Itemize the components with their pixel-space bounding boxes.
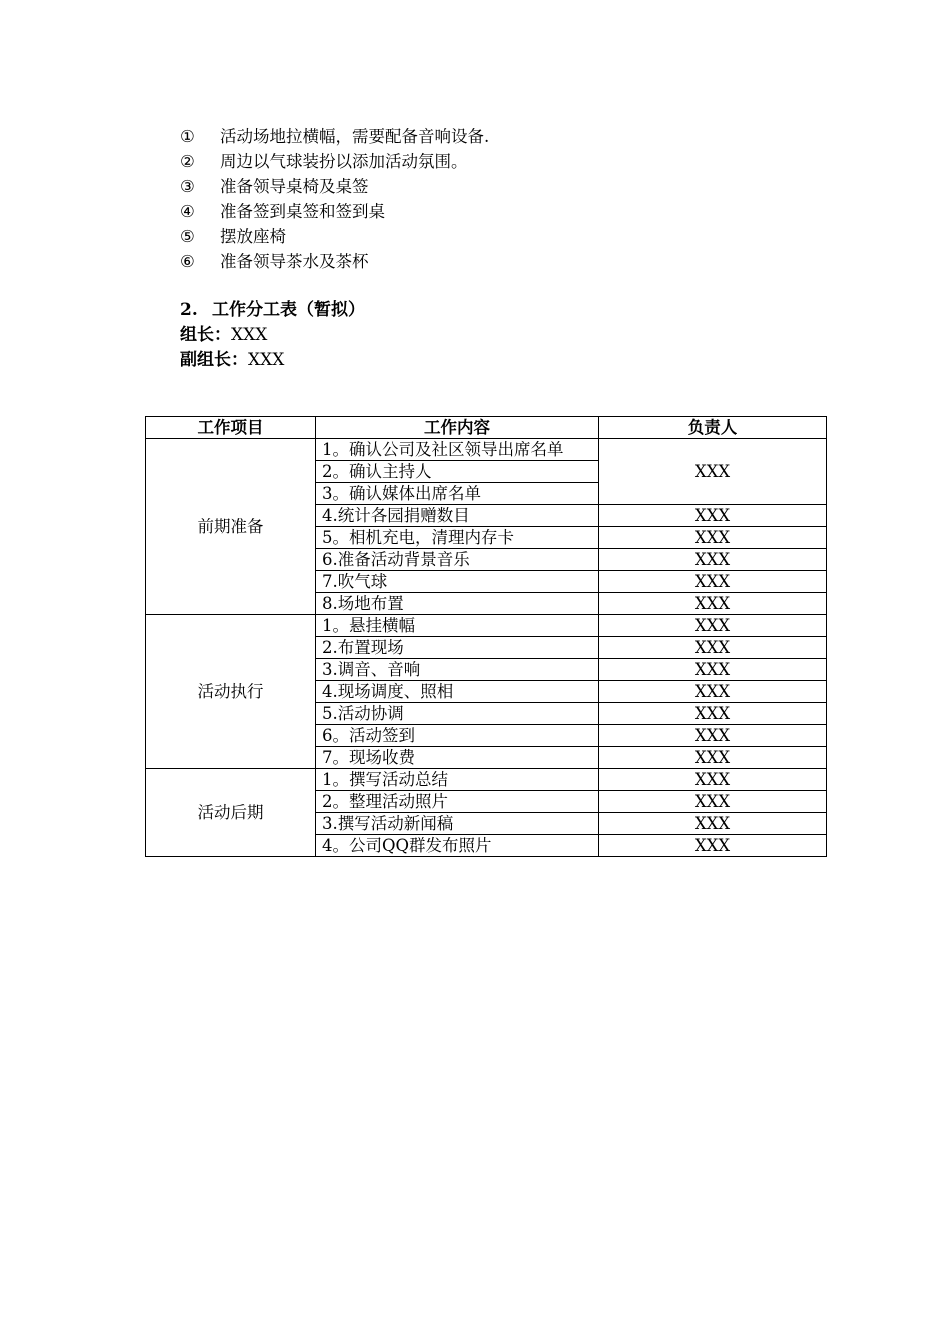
section-title: [180, 298, 365, 322]
task-content: 3。确认媒体出席名单: [316, 483, 599, 505]
list-item: [180, 174, 489, 199]
section-title-text: 工作分工表（暂拟）: [212, 300, 365, 320]
list-item: [180, 249, 489, 274]
task-content: 2。确认主持人: [316, 461, 599, 483]
list-text: 周边以气球装扮以添加活动氛围。: [220, 152, 468, 171]
task-owner: XXX: [599, 549, 827, 571]
group-name: 前期准备: [146, 439, 316, 615]
task-content: 5。相机充电，清理内存卡: [316, 527, 599, 549]
task-owner: XXX: [599, 637, 827, 659]
task-owner: XXX: [599, 659, 827, 681]
list-number: ④: [180, 202, 195, 221]
task-owner: XXX: [599, 835, 827, 857]
leader-line: [180, 323, 267, 347]
task-owner: XXX: [599, 725, 827, 747]
vice-leader-label: 副组长：: [180, 350, 248, 370]
list-number: ②: [180, 152, 195, 171]
list-number: ⑤: [180, 227, 195, 246]
group-name: 活动后期: [146, 769, 316, 857]
task-content: 1。悬挂横幅: [316, 615, 599, 637]
list-text: 准备领导桌椅及桌签: [220, 177, 369, 196]
task-content: 3.撰写活动新闻稿: [316, 813, 599, 835]
list-number: ①: [180, 127, 195, 146]
group-name: 活动执行: [146, 615, 316, 769]
task-owner: XXX: [599, 615, 827, 637]
task-content: 6.准备活动背景音乐: [316, 549, 599, 571]
task-owner: XXX: [599, 681, 827, 703]
task-content: 4.统计各园捐赠数目: [316, 505, 599, 527]
list-item: [180, 199, 489, 224]
table-row: [146, 439, 827, 461]
vice-leader-value: XXX: [248, 350, 285, 370]
table-header-row: [146, 417, 827, 439]
header-project: 工作项目: [146, 417, 316, 439]
task-content: 4.现场调度、照相: [316, 681, 599, 703]
table-row: [146, 769, 827, 791]
leader-value: XXX: [231, 325, 268, 345]
work-assignment-table: [145, 416, 827, 857]
task-owner: XXX: [599, 813, 827, 835]
task-owner: XXX: [599, 593, 827, 615]
list-text: 活动场地拉横幅，需要配备音响设备.: [220, 127, 490, 146]
section-number: 2.: [180, 300, 198, 320]
table-row: [146, 615, 827, 637]
task-owner: XXX: [599, 527, 827, 549]
task-owner: XXX: [599, 505, 827, 527]
list-text: 准备签到桌签和签到桌: [220, 202, 385, 221]
task-owner: XXX: [599, 703, 827, 725]
task-owner: XXX: [599, 791, 827, 813]
list-number: ⑥: [180, 252, 195, 271]
task-content: 4。公司QQ群发布照片: [316, 835, 599, 857]
prep-list: [180, 124, 489, 274]
list-text: 摆放座椅: [220, 227, 286, 246]
task-content: 2.布置现场: [316, 637, 599, 659]
header-owner: 负责人: [599, 417, 827, 439]
list-item: [180, 224, 489, 249]
task-content: 1。确认公司及社区领导出席名单: [316, 439, 599, 461]
list-number: ③: [180, 177, 195, 196]
task-content: 8.场地布置: [316, 593, 599, 615]
task-content: 7.吹气球: [316, 571, 599, 593]
list-text: 准备领导茶水及茶杯: [220, 252, 369, 271]
task-content: 6。活动签到: [316, 725, 599, 747]
task-content: 1。撰写活动总结: [316, 769, 599, 791]
task-content: 3.调音、音响: [316, 659, 599, 681]
header-content: 工作内容: [316, 417, 599, 439]
leader-label: 组长：: [180, 325, 231, 345]
task-owner: XXX: [599, 747, 827, 769]
list-item: [180, 124, 489, 149]
task-content: 7。现场收费: [316, 747, 599, 769]
task-owner: XXX: [599, 571, 827, 593]
task-owner: XXX: [599, 769, 827, 791]
task-content: 5.活动协调: [316, 703, 599, 725]
list-item: [180, 149, 489, 174]
task-content: 2。整理活动照片: [316, 791, 599, 813]
vice-leader-line: [180, 348, 284, 372]
task-owner: XXX: [599, 439, 827, 505]
